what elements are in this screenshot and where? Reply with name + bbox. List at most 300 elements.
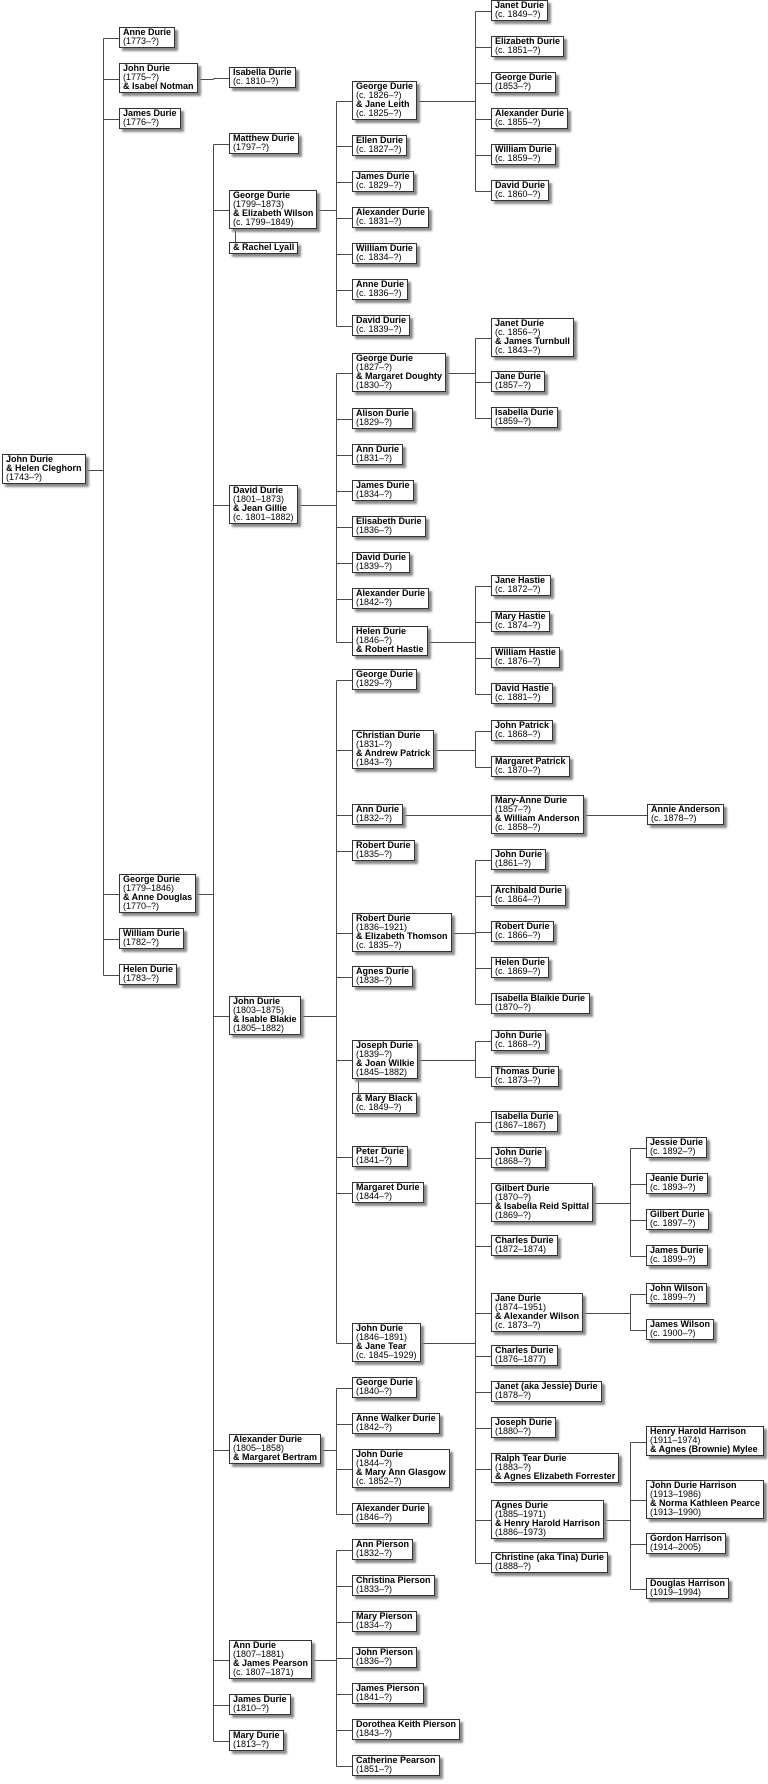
person-dates: (1779–1846)	[123, 883, 175, 893]
person-name: John Patrick	[495, 720, 550, 730]
person-john1868a[interactable]	[491, 1030, 546, 1051]
person-name: Christina Pierson	[356, 1575, 431, 1585]
person-name: David Durie	[495, 180, 546, 190]
person-dates: (c. 1826–?)	[356, 90, 402, 100]
spouse-dates: (1886–1973)	[495, 1527, 547, 1537]
person-dates: (c. 1827–?)	[356, 144, 402, 154]
person-dates: (1883–?)	[495, 1462, 532, 1472]
person-dates: (c. 1892–?)	[650, 1146, 696, 1156]
spouse-dates: (1770–?)	[123, 901, 160, 911]
person-dates: (c. 1829–?)	[356, 180, 402, 190]
person-ann1831[interactable]	[352, 444, 403, 465]
person-name: John Wilson	[650, 1283, 704, 1293]
person-alison1829[interactable]	[352, 408, 413, 429]
person-dates: (c. 1872–?)	[495, 584, 541, 594]
person-dates: (1836–1921)	[356, 922, 408, 932]
person-name: William Hastie	[495, 647, 556, 657]
person-dates: (c. 1868–?)	[495, 1039, 541, 1049]
person-dates: (c. 1851–?)	[495, 45, 541, 55]
spouse-dates: (c. 1801–1882)	[233, 512, 294, 522]
person-dates: (1843–?)	[356, 1728, 393, 1738]
person-name: Archibald Durie	[495, 885, 563, 895]
person-annpierson[interactable]	[352, 1539, 413, 1560]
person-dates: (c. 1864–?)	[495, 894, 541, 904]
person-matthew[interactable]	[229, 133, 299, 154]
person-james1834[interactable]	[352, 480, 414, 501]
person-dates: (c. 1831–?)	[356, 216, 402, 226]
person-dates: (1829–?)	[356, 678, 393, 688]
person-name: Jane Hastie	[495, 575, 546, 585]
person-joseph1839[interactable]	[352, 1040, 418, 1079]
spouse-name: & James Turnbull	[495, 336, 570, 346]
spouse-name: & Jane Leith	[356, 99, 410, 109]
person-name: James Pierson	[356, 1683, 420, 1693]
person-name: George Durie	[123, 874, 181, 884]
person-dates: (1797–?)	[233, 142, 270, 152]
person-name: David Durie	[233, 485, 284, 495]
person-name: Robert Durie	[356, 913, 411, 923]
person-name: Catherine Pearson	[356, 1755, 436, 1765]
person-dates: (1888–?)	[495, 1561, 532, 1571]
person-dates: (1834–?)	[356, 489, 393, 499]
person-dates: (1861–?)	[495, 858, 532, 868]
person-name: James Wilson	[650, 1319, 710, 1329]
spouse-dates: (c. 1852–?)	[356, 1476, 402, 1486]
person-gordonharrison[interactable]	[646, 1533, 726, 1554]
person-name: Helen Durie	[123, 964, 174, 974]
person-joseph1880[interactable]	[491, 1417, 556, 1438]
person-david1801[interactable]	[229, 485, 298, 524]
person-robert1866[interactable]	[491, 921, 554, 942]
person-thomas1873[interactable]	[491, 1066, 559, 1087]
person-jeanie1893[interactable]	[646, 1173, 708, 1194]
spouse-dates: (c. 1799–1849)	[233, 217, 294, 227]
person-dates: (1846–1891)	[356, 1332, 408, 1342]
person-dates: (c. 1856–?)	[495, 327, 541, 337]
person-dates: (c. 1881–?)	[495, 692, 541, 702]
person-robert1835[interactable]	[352, 840, 415, 861]
person-name: Ann Durie	[356, 444, 400, 454]
spouse-name: & Andrew Patrick	[356, 748, 431, 758]
person-name: William Durie	[495, 144, 552, 154]
person-name: John Durie Harrison	[650, 1480, 737, 1490]
person-archibald1864[interactable]	[491, 885, 566, 906]
person-dates: (1831–?)	[356, 453, 393, 463]
person-rachel[interactable]	[229, 242, 298, 254]
person-name: Christine (aka Tina) Durie	[495, 1552, 604, 1562]
person-charles1872[interactable]	[491, 1235, 558, 1256]
person-jamespierson[interactable]	[352, 1683, 424, 1704]
person-name: George Durie	[356, 81, 414, 91]
person-johnpierson[interactable]	[352, 1647, 417, 1668]
person-george1840[interactable]	[352, 1377, 417, 1398]
person-dates: (1782–?)	[123, 937, 160, 947]
person-name: William Durie	[123, 928, 180, 938]
person-name: John Durie	[356, 1449, 404, 1459]
person-annewalker[interactable]	[352, 1413, 440, 1434]
spouse-dates: (1869–?)	[495, 1210, 532, 1220]
person-name: Elisabeth Durie	[356, 516, 422, 526]
person-dates: (c. 1836–?)	[356, 288, 402, 298]
person-helen1846[interactable]	[352, 626, 428, 656]
person-name: Ann Durie	[233, 1640, 277, 1650]
person-dates: (1859–?)	[495, 416, 532, 426]
person-name: Elizabeth Durie	[495, 36, 561, 46]
spouse-dates: (1830–?)	[356, 380, 393, 390]
spouse-name: & Elizabeth Thomson	[356, 931, 448, 941]
person-agnes1885[interactable]	[491, 1500, 604, 1539]
person-name: Ann Durie	[356, 804, 400, 814]
person-name: Henry Harold Harrison	[650, 1426, 747, 1436]
spouse-name: & William Anderson	[495, 813, 580, 823]
person-name: Agnes Durie	[495, 1500, 549, 1510]
person-anne1836[interactable]	[352, 279, 408, 300]
person-johnwilson[interactable]	[646, 1283, 707, 1304]
person-name: Alexander Durie	[495, 108, 565, 118]
person-name: John Durie	[495, 1030, 543, 1040]
person-johnharrison[interactable]	[646, 1480, 764, 1519]
person-name: Jessie Durie	[650, 1137, 704, 1147]
spouse-name: & Jane Tear	[356, 1341, 407, 1351]
person-name: Janet Durie	[495, 0, 545, 10]
person-dates: (1839–?)	[356, 1049, 393, 1059]
person-dates: (1832–?)	[356, 1548, 393, 1558]
person-name: John Durie	[233, 996, 281, 1006]
person-root[interactable]	[2, 454, 86, 484]
person-name: Alison Durie	[356, 408, 410, 418]
person-margaret1844[interactable]	[352, 1182, 424, 1203]
person-dates: (1834–?)	[356, 1620, 393, 1630]
spouse-name: & Elizabeth Wilson	[233, 208, 314, 218]
person-johnpatrick[interactable]	[491, 720, 553, 741]
person-alexander1846[interactable]	[352, 1503, 429, 1524]
person-william1834[interactable]	[352, 243, 417, 264]
spouse-name: & Joan Wilkie	[356, 1058, 415, 1068]
spouse-name: & Isabella Reid Spittal	[495, 1201, 590, 1211]
person-agnes1838[interactable]	[352, 966, 413, 987]
person-janehastie[interactable]	[491, 575, 551, 596]
person-dates: (1867–1867)	[495, 1120, 547, 1130]
person-name: Gilbert Durie	[495, 1183, 550, 1193]
person-dates: (1851–?)	[356, 1764, 393, 1774]
person-dates: (c. 1897–?)	[650, 1218, 696, 1228]
person-name: Janet Durie	[495, 318, 545, 328]
person-david1839b[interactable]	[352, 552, 410, 573]
person-janet1849[interactable]	[491, 0, 548, 21]
person-john1861[interactable]	[491, 849, 546, 870]
person-ann1832[interactable]	[352, 804, 403, 825]
person-anne1773[interactable]	[119, 27, 175, 48]
person-name: Mary Pierson	[356, 1611, 413, 1621]
person-alexander1842[interactable]	[352, 588, 429, 609]
spouse-dates: (c. 1807–1871)	[233, 1667, 294, 1677]
person-george1779[interactable]	[119, 874, 196, 913]
person-dates: (c. 1866–?)	[495, 930, 541, 940]
person-name: Charles Durie	[495, 1345, 554, 1355]
person-dates: (1810–?)	[233, 1703, 270, 1713]
person-douglasharrison[interactable]	[646, 1578, 729, 1599]
spouse-name: & Margaret Doughty	[356, 371, 443, 381]
person-peter1841[interactable]	[352, 1146, 408, 1167]
person-dates: (c. 1810–?)	[233, 76, 279, 86]
person-name: Isabella Durie	[495, 1111, 554, 1121]
person-dates: (1838–?)	[356, 975, 393, 985]
spouse-name: & Margaret Bertram	[233, 1452, 318, 1462]
person-janet1878[interactable]	[491, 1381, 602, 1402]
person-ralph1883[interactable]	[491, 1453, 619, 1483]
person-name: Janet (aka Jessie) Durie	[495, 1381, 598, 1391]
person-christine1888[interactable]	[491, 1552, 608, 1573]
person-christian1831[interactable]	[352, 730, 434, 769]
spouse-name: & Helen Cleghorn	[6, 463, 82, 473]
person-jane1874[interactable]	[491, 1293, 583, 1332]
person-name: Helen Durie	[495, 957, 546, 967]
person-james1810[interactable]	[229, 1694, 291, 1715]
person-name: Mary Durie	[233, 1730, 280, 1740]
person-dates: (c. 1849–?)	[495, 9, 541, 19]
person-dates: (c. 1876–?)	[495, 656, 541, 666]
person-james1829[interactable]	[352, 171, 414, 192]
person-janet1856[interactable]	[491, 318, 574, 357]
person-name: James Durie	[356, 171, 410, 181]
person-john1868b[interactable]	[491, 1147, 546, 1168]
spouse-dates: (c. 1858–?)	[495, 822, 541, 832]
person-dates: (c. 1855–?)	[495, 117, 541, 127]
person-gilbert1897[interactable]	[646, 1209, 709, 1230]
person-dates: (1783–?)	[123, 973, 160, 983]
spouse-dates: (1805–1882)	[233, 1023, 285, 1033]
person-jane1857[interactable]	[491, 371, 545, 392]
person-dates: (1876–1877)	[495, 1354, 547, 1364]
spouse-dates: (c. 1849–?)	[356, 1102, 402, 1112]
spouse-dates: (c. 1873–?)	[495, 1320, 541, 1330]
person-dates: (1805–1858)	[233, 1443, 285, 1453]
person-gilbert1870[interactable]	[491, 1183, 593, 1222]
spouse-name: & Henry Harold Harrison	[495, 1518, 601, 1528]
person-name: William Durie	[356, 243, 413, 253]
person-dates: (1874–1951)	[495, 1302, 547, 1312]
person-williamhastie[interactable]	[491, 647, 560, 668]
person-name: James Durie	[233, 1694, 287, 1704]
person-name: Gilbert Durie	[650, 1209, 705, 1219]
person-john1775[interactable]	[119, 63, 198, 93]
person-dates: (1919–1994)	[650, 1587, 702, 1597]
spouse-name: & Robert Hastie	[356, 644, 424, 654]
person-dates: (1801–1873)	[233, 494, 285, 504]
person-isabella1859[interactable]	[491, 407, 558, 428]
person-name: Christian Durie	[356, 730, 421, 740]
person-dates: (c. 1860–?)	[495, 189, 541, 199]
spouse-dates: (1743–?)	[6, 472, 43, 482]
person-margaretpatrick[interactable]	[491, 756, 570, 777]
person-isabellablaikie[interactable]	[491, 993, 590, 1014]
person-name: George Durie	[356, 669, 414, 679]
person-name: Anne Durie	[123, 27, 172, 37]
person-maryblack[interactable]	[352, 1093, 417, 1114]
person-dates: (1835–?)	[356, 849, 393, 859]
person-name: Charles Durie	[495, 1235, 554, 1245]
spouse-name: & Isable Blakie	[233, 1014, 297, 1024]
person-christinapierson[interactable]	[352, 1575, 435, 1596]
person-elizabeth1851[interactable]	[491, 36, 564, 57]
person-alexander1855[interactable]	[491, 108, 568, 129]
person-name: John Durie	[495, 1147, 543, 1157]
person-dates: (1846–?)	[356, 635, 393, 645]
spouse-dates: (1843–?)	[356, 757, 393, 767]
person-dates: (1870–?)	[495, 1002, 532, 1012]
person-davidhastie[interactable]	[491, 683, 553, 704]
person-dates: (c. 1839–?)	[356, 324, 402, 334]
spouse-name: & Jean Gillie	[233, 503, 288, 513]
person-name: Anne Walker Durie	[356, 1413, 436, 1423]
person-name: Ellen Durie	[356, 135, 404, 145]
person-name: Helen Durie	[356, 626, 407, 636]
person-ann1807[interactable]	[229, 1640, 312, 1679]
person-catherine[interactable]	[352, 1755, 440, 1776]
person-mary1813[interactable]	[229, 1730, 284, 1751]
person-william1782[interactable]	[119, 928, 184, 949]
person-dates: (1914–2005)	[650, 1542, 702, 1552]
person-dates: (1846–?)	[356, 1512, 393, 1522]
person-dates: (c. 1874–?)	[495, 620, 541, 630]
person-name: Margaret Patrick	[495, 756, 566, 766]
person-jessie1892[interactable]	[646, 1137, 707, 1158]
person-dates: (1844–?)	[356, 1458, 393, 1468]
spouse-name: & Norma Kathleen Pearce	[650, 1498, 761, 1508]
person-name: George Durie	[356, 353, 414, 363]
person-name: Robert Durie	[356, 840, 411, 850]
person-name: David Durie	[356, 552, 407, 562]
person-annieanderson[interactable]	[647, 804, 724, 825]
person-robert1836[interactable]	[352, 913, 452, 952]
spouse-name: & Alexander Wilson	[495, 1311, 580, 1321]
person-name: Thomas Durie	[495, 1066, 556, 1076]
person-maryhastie[interactable]	[491, 611, 550, 632]
person-name: Robert Durie	[495, 921, 550, 931]
spouse-dates: (c. 1825–?)	[356, 108, 402, 118]
person-name: James Durie	[650, 1245, 704, 1255]
person-dates: (1878–?)	[495, 1390, 532, 1400]
person-charles1876[interactable]	[491, 1345, 558, 1366]
person-george1829[interactable]	[352, 669, 417, 690]
spouse-name: & Mary Ann Glasgow	[356, 1467, 446, 1477]
person-isabella1867[interactable]	[491, 1111, 558, 1132]
spouse-name: & Rachel Lyall	[233, 242, 295, 252]
person-henryharrison[interactable]	[646, 1426, 764, 1456]
person-name: Joseph Durie	[495, 1417, 553, 1427]
person-david1860[interactable]	[491, 180, 549, 201]
person-helen1869[interactable]	[491, 957, 549, 978]
person-george1799[interactable]	[229, 190, 317, 229]
person-dates: (1913–1986)	[650, 1489, 702, 1499]
person-dates: (1857–?)	[495, 804, 532, 814]
person-george1826[interactable]	[352, 81, 417, 120]
person-dates: (1773–?)	[123, 36, 160, 46]
person-david1839a[interactable]	[352, 315, 410, 336]
person-dates: (c. 1834–?)	[356, 252, 402, 262]
person-name: Alexander Durie	[356, 588, 426, 598]
person-ellen1827[interactable]	[352, 135, 407, 156]
person-name: Isabella Blaikie Durie	[495, 993, 586, 1003]
person-dates: (1853–?)	[495, 81, 532, 91]
person-dates: (1776–?)	[123, 117, 160, 127]
spouse-name: & Anne Douglas	[123, 892, 193, 902]
person-dates: (c. 1868–?)	[495, 729, 541, 739]
spouse-name: & Agnes (Brownie) Mylee	[650, 1444, 758, 1454]
person-dates: (c. 1878–?)	[651, 813, 697, 823]
spouse-dates: (1845–1882)	[356, 1067, 408, 1077]
person-name: David Hastie	[495, 683, 550, 693]
person-dates: (1832–?)	[356, 813, 393, 823]
person-dates: (1872–1874)	[495, 1244, 547, 1254]
person-elisabeth1836[interactable]	[352, 516, 426, 537]
person-dates: (1870–?)	[495, 1192, 532, 1202]
person-isabella1810[interactable]	[229, 67, 296, 88]
spouse-name: & Mary Black	[356, 1093, 413, 1103]
person-jameswilson[interactable]	[646, 1319, 714, 1340]
person-name: John Durie	[495, 849, 543, 859]
person-dates: (1842–?)	[356, 1422, 393, 1432]
person-name: Jeanie Durie	[650, 1173, 704, 1183]
person-william1859[interactable]	[491, 144, 556, 165]
person-dates: (1868–?)	[495, 1156, 532, 1166]
person-dates: (1840–?)	[356, 1386, 393, 1396]
person-dates: (c. 1859–?)	[495, 153, 541, 163]
spouse-name: & James Pearson	[233, 1658, 309, 1668]
person-john1803[interactable]	[229, 996, 301, 1035]
person-john1846[interactable]	[352, 1323, 421, 1362]
person-name: Alexander Durie	[356, 207, 426, 217]
person-name: John Durie	[123, 63, 171, 73]
person-maryanne1857[interactable]	[491, 795, 584, 834]
person-george1827[interactable]	[352, 353, 446, 392]
person-name: John Durie	[6, 454, 54, 464]
person-dates: (1836–?)	[356, 1656, 393, 1666]
person-name: John Pierson	[356, 1647, 414, 1657]
person-dates: (1775–?)	[123, 72, 160, 82]
person-name: Jane Durie	[495, 371, 542, 381]
person-dates: (c. 1899–?)	[650, 1292, 696, 1302]
person-alexander1831[interactable]	[352, 207, 429, 228]
person-dates: (1813–?)	[233, 1739, 270, 1749]
person-marypierson[interactable]	[352, 1611, 417, 1632]
person-name: Gordon Harrison	[650, 1533, 723, 1543]
spouse-dates: (c. 1845–1929)	[356, 1350, 417, 1360]
person-james1899[interactable]	[646, 1245, 708, 1266]
person-george1853[interactable]	[491, 72, 556, 93]
person-dates: (1829–?)	[356, 417, 393, 427]
person-alexander1805[interactable]	[229, 1434, 321, 1464]
spouse-dates: (c. 1843–?)	[495, 345, 541, 355]
person-dates: (1839–?)	[356, 561, 393, 571]
person-name: Dorothea Keith Pierson	[356, 1719, 457, 1729]
person-name: Jane Durie	[495, 1293, 542, 1303]
person-dates: (c. 1900–?)	[650, 1328, 696, 1338]
person-dates: (1833–?)	[356, 1584, 393, 1594]
person-james1776[interactable]	[119, 108, 181, 129]
person-john1844[interactable]	[352, 1449, 450, 1488]
spouse-dates: (1913–1990)	[650, 1507, 702, 1517]
person-helen1783[interactable]	[119, 964, 177, 985]
person-dates: (1880–?)	[495, 1426, 532, 1436]
person-name: Alexander Durie	[356, 1503, 426, 1513]
person-name: Joseph Durie	[356, 1040, 414, 1050]
person-dates: (1841–?)	[356, 1155, 393, 1165]
person-name: Douglas Harrison	[650, 1578, 726, 1588]
person-dorothea[interactable]	[352, 1719, 460, 1740]
person-name: Annie Anderson	[651, 804, 721, 814]
person-dates: (1807–1881)	[233, 1649, 285, 1659]
